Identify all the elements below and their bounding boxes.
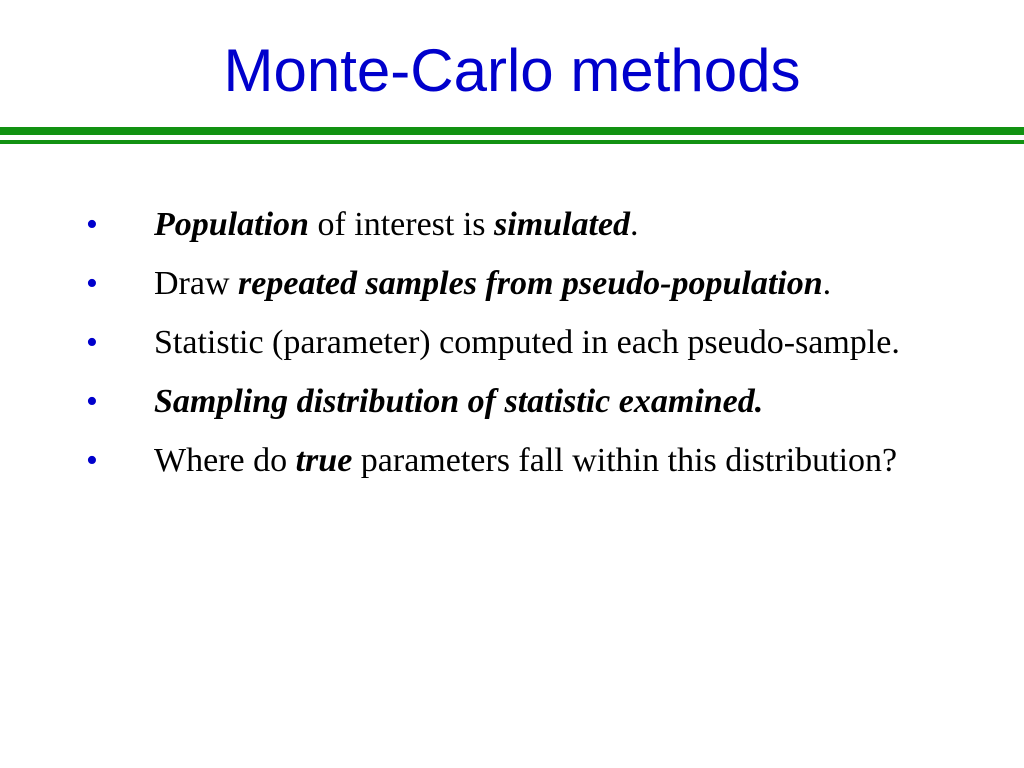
bullet-text: parameters fall within this distribution?	[352, 442, 898, 479]
bullet-text: Statistic (parameter) computed in each pseudo-sample.	[154, 324, 900, 361]
bullet-item-draw-samples	[0, 259, 1024, 309]
bullet-icon: •	[86, 265, 98, 302]
title-divider-thin	[0, 140, 1024, 144]
bullet-item-sampling-distribution	[0, 377, 1024, 427]
bullet-text: .	[822, 265, 832, 302]
bullet-text-emphasis: simulated	[494, 206, 631, 243]
bullet-item-true-parameters	[0, 436, 1024, 486]
bullet-text-emphasis: Population	[154, 206, 309, 243]
bullet-text: of interest is	[308, 206, 495, 243]
bullet-icon: •	[86, 206, 98, 243]
bullet-text-emphasis: repeated samples from pseudo-population	[238, 265, 823, 302]
bullet-icon: •	[86, 383, 98, 420]
bullet-text: .	[630, 206, 639, 243]
bullet-icon: •	[86, 442, 98, 479]
bullet-text-emphasis: true	[295, 442, 353, 479]
bullet-text: Where do	[154, 442, 296, 479]
bullet-text-emphasis: Sampling distribution of statistic examined.	[154, 383, 764, 420]
slide-title: Monte-Carlo methods	[223, 37, 801, 104]
bullet-list	[0, 200, 1024, 495]
bullet-item-population	[0, 200, 1024, 250]
bullet-item-statistic	[0, 318, 1024, 368]
bullet-icon: •	[86, 324, 98, 361]
bullet-text: Draw	[154, 265, 239, 302]
title-divider-thick	[0, 127, 1024, 135]
